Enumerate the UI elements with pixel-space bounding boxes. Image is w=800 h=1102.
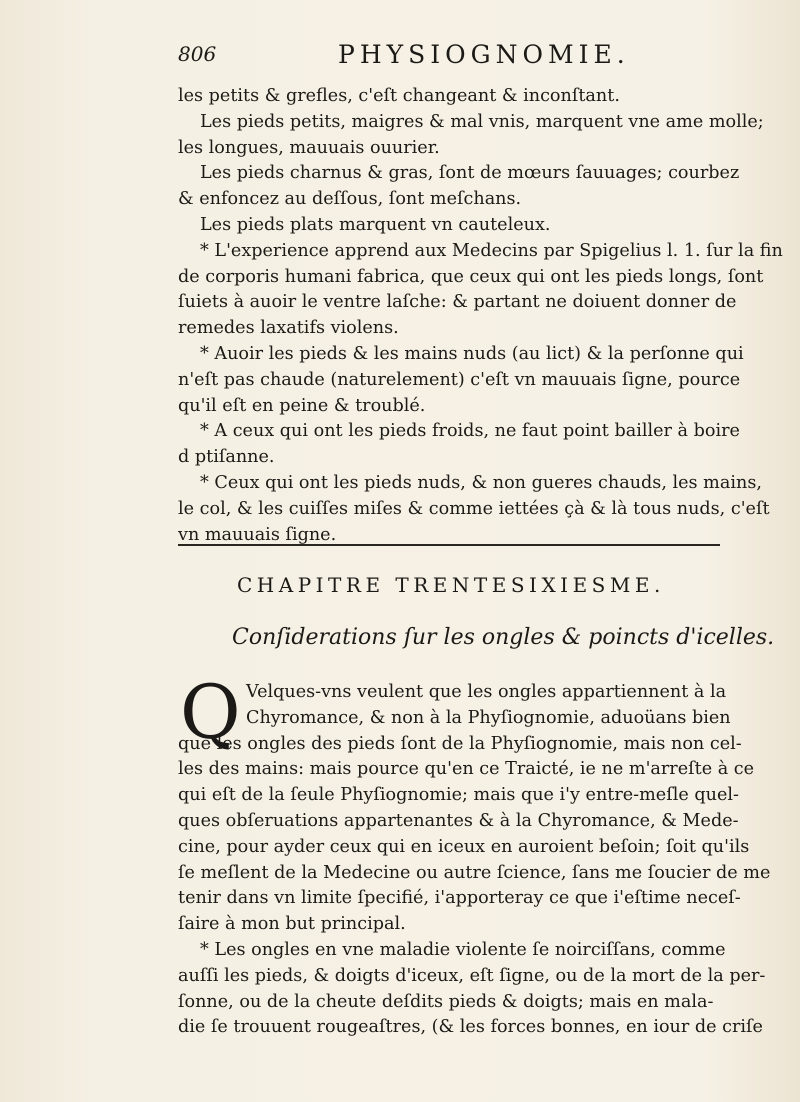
text-line: ſe meſlent de la Medecine ou autre ſcience, ſans me ſoucier de me bbox=[178, 862, 771, 883]
text-line: qu'il eſt en peine & troublé. bbox=[178, 395, 426, 416]
text-line: * L'experience apprend aux Medecins par Spigelius l. 1. ſur la fin bbox=[200, 240, 783, 261]
chapter-body bbox=[178, 670, 798, 1041]
text-line: Les pieds plats marquent vn cauteleux. bbox=[200, 214, 551, 235]
text-line: les petits & grefles, c'eſt changeant & inconſtant. bbox=[178, 86, 620, 106]
text-line: ques obſeruations appartenantes & à la Chyromance, & Mede- bbox=[178, 810, 739, 831]
text-line: Velques-vns veulent que les ongles appartiennent à la bbox=[246, 682, 727, 702]
text-line: auſſi les pieds, & doigts d'iceux, eſt ſigne, ou de la mort de la per- bbox=[178, 965, 766, 986]
text-line: Chyromance, & non à la Phyſiognomie, aduoüans bien bbox=[246, 707, 731, 728]
text-line: ſaire à mon but principal. bbox=[178, 914, 406, 935]
text-line: ſuiets à auoir le ventre laſche: & partant ne doiuent donner de bbox=[178, 292, 737, 313]
text-line: de corporis humani fabrica, que ceux qui ont les pieds longs, ſont bbox=[178, 266, 764, 287]
drop-cap: Q bbox=[180, 670, 241, 756]
text-line: * Les ongles en vne maladie violente ſe noirciſſans, comme bbox=[200, 939, 726, 960]
text-line: tenir dans vn limite ſpecifié, i'apporteray ce que i'eſtime neceſ- bbox=[178, 888, 741, 909]
text-line: le col, & les cuiſſes miſes & comme iettées çà & là tous nuds, c'eſt bbox=[178, 498, 770, 519]
text-line: Les pieds charnus & gras, ſont de mœurs ſauuages; courbez bbox=[200, 163, 740, 184]
text-line: les longues, mauuais ouurier. bbox=[178, 137, 440, 158]
text-line: die ſe trouuent rougeaſtres, (& les forces bonnes, en iour de criſe bbox=[178, 1017, 763, 1038]
text-line: * Ceux qui ont les pieds nuds, & non gueres chauds, les mains, bbox=[200, 472, 762, 493]
chapter-subtitle: Conſiderations ſur les ongles & poincts d'icelles. bbox=[232, 625, 775, 650]
text-line: qui eſt de la ſeule Phyſiognomie; mais que i'y entre-meſle quel- bbox=[178, 785, 739, 806]
text-line: que les ongles des pieds ſont de la Phyſiognomie, mais non cel- bbox=[178, 733, 742, 754]
text-line: n'eſt pas chaude (naturelement) c'eſt vn mauuais ſigne, pource bbox=[178, 369, 741, 390]
text-line: * A ceux qui ont les pieds froids, ne faut point bailler à boire bbox=[200, 421, 740, 442]
running-title: PHYSIOGNOMIE. bbox=[338, 40, 630, 69]
text-line: d ptiſanne. bbox=[178, 447, 275, 468]
section-divider bbox=[178, 544, 720, 546]
text-line: & enfoncez au deſſous, ſont meſchans. bbox=[178, 189, 522, 210]
text-line: Les pieds petits, maigres & mal vnis, marquent vne ame molle; bbox=[200, 111, 764, 132]
chapter-heading: CHAPITRE TRENTESIXIESME. bbox=[237, 573, 665, 597]
text-line: cine, pour ayder ceux qui en iceux en auroient beſoin; ſoit qu'ils bbox=[178, 836, 750, 857]
text-line: les des mains: mais pource qu'en ce Traicté, ie ne m'arreſte à ce bbox=[178, 759, 755, 780]
page-number: 806 bbox=[178, 42, 217, 66]
text-line: vn mauuais ſigne. bbox=[178, 524, 337, 545]
body-text bbox=[178, 84, 798, 548]
page-header bbox=[178, 40, 718, 74]
text-line: remedes laxatifs violens. bbox=[178, 318, 399, 339]
text-line: * Auoir les pieds & les mains nuds (au lict) & la perſonne qui bbox=[200, 343, 744, 364]
text-line: ſonne, ou de la cheute deſdits pieds & doigts; mais en mala- bbox=[178, 991, 714, 1012]
